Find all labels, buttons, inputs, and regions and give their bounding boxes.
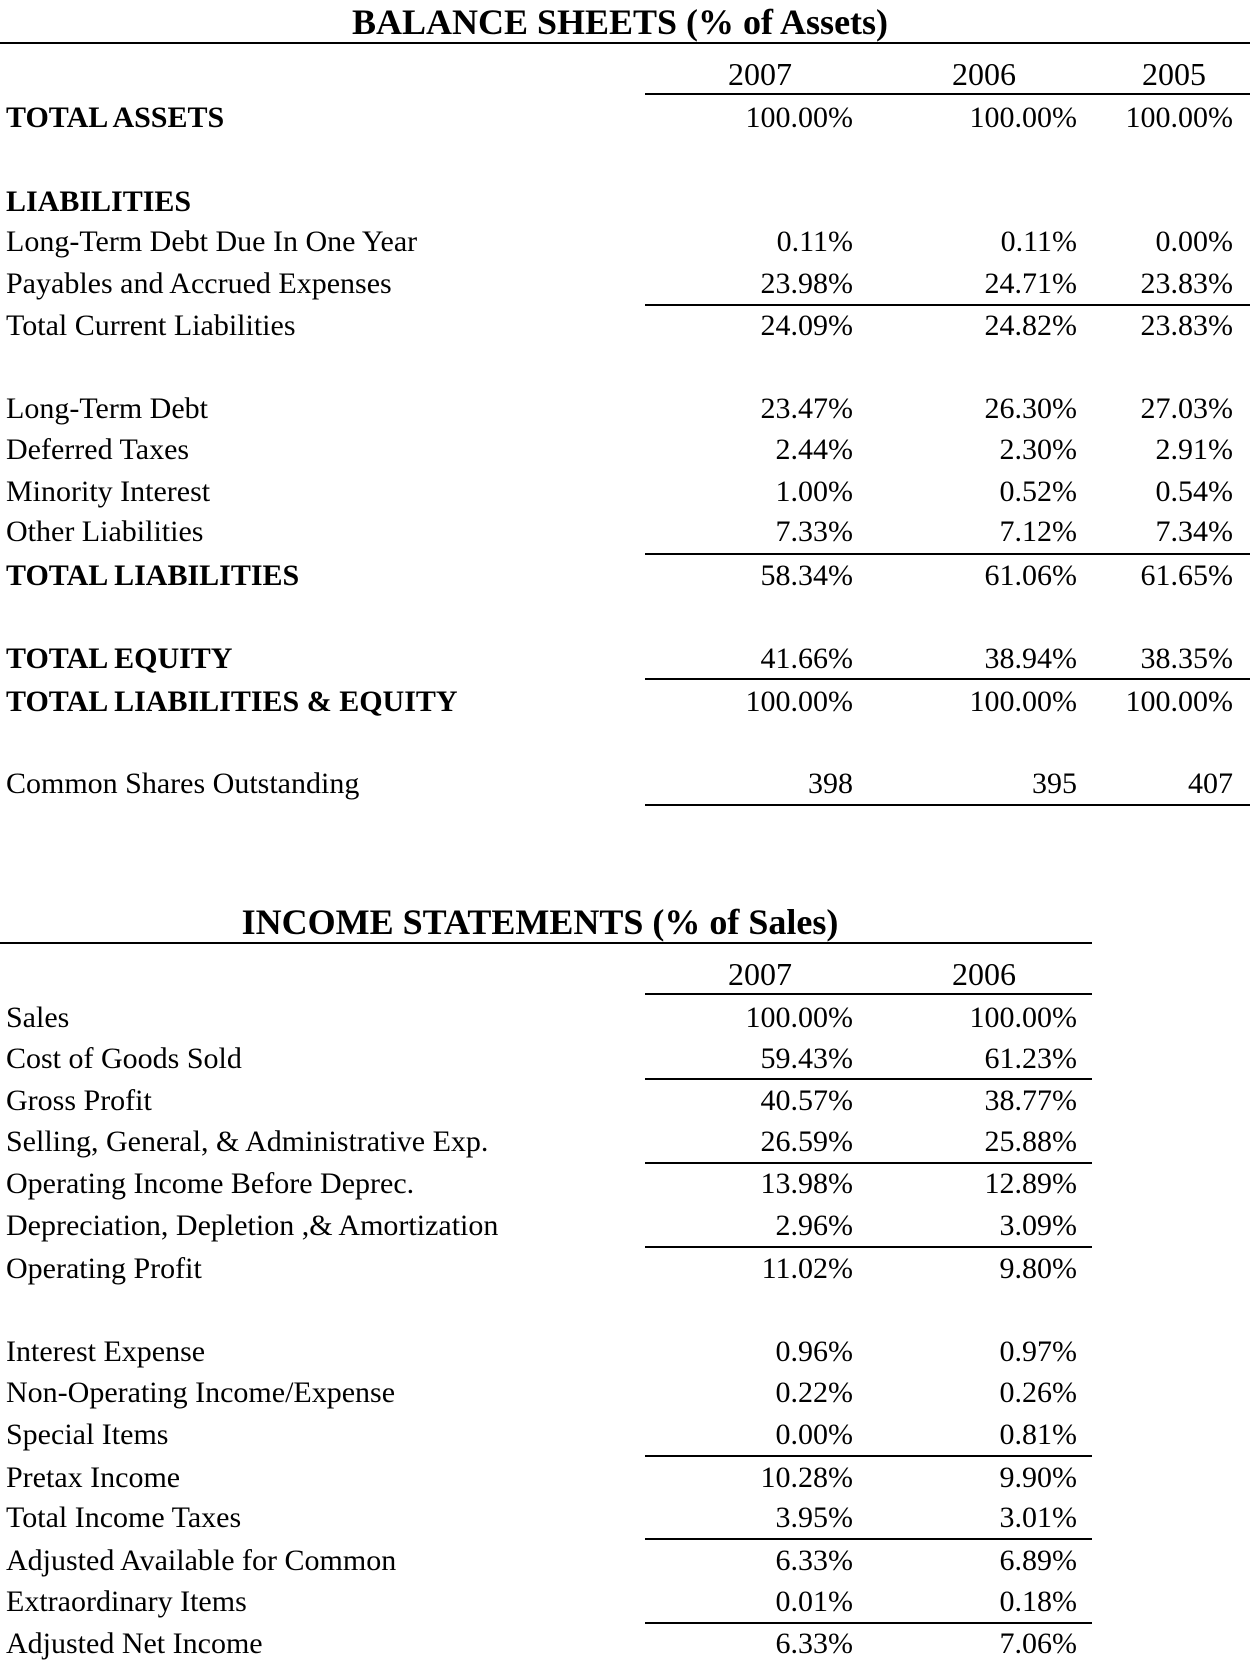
cell-2005: 7.34% xyxy=(1155,515,1233,548)
cell-2006: 100.00% xyxy=(969,1001,1077,1034)
cell-2006: 24.82% xyxy=(984,309,1077,342)
cell-2006: 9.90% xyxy=(999,1461,1077,1494)
cell-2006: 38.94% xyxy=(984,642,1077,675)
row-label: Extraordinary Items xyxy=(6,1585,247,1618)
cell-2005: 23.83% xyxy=(1140,267,1233,300)
row-label: TOTAL LIABILITIES xyxy=(6,559,300,592)
cell-2005: 100.00% xyxy=(1125,101,1233,134)
row-label: Special Items xyxy=(6,1418,169,1451)
cell-2007: 3.95% xyxy=(775,1501,853,1534)
row-label: TOTAL ASSETS xyxy=(6,101,225,134)
cell-2007: 398 xyxy=(808,767,853,800)
cell-2005: 23.83% xyxy=(1140,309,1233,342)
cell-2005: 38.35% xyxy=(1140,642,1233,675)
row-label: Adjusted Available for Common xyxy=(6,1544,397,1577)
cell-2007: 0.96% xyxy=(775,1335,853,1368)
is-rule-dda xyxy=(645,1246,1092,1248)
cell-2006: 3.01% xyxy=(999,1501,1077,1534)
cell-2007: 0.11% xyxy=(776,225,853,258)
cell-2006: 0.18% xyxy=(999,1585,1077,1618)
is-rule-special xyxy=(645,1455,1092,1457)
row-label: Long-Term Debt xyxy=(6,392,209,425)
row-label: Non-Operating Income/Expense xyxy=(6,1376,396,1409)
bs-rule-shares xyxy=(645,804,1250,806)
row-label: Total Current Liabilities xyxy=(6,309,296,342)
cell-2007: 100.00% xyxy=(745,685,853,718)
row-label: Operating Income Before Deprec. xyxy=(6,1167,415,1200)
row-label: Gross Profit xyxy=(6,1084,152,1117)
row-label: Payables and Accrued Expenses xyxy=(6,267,392,300)
cell-2007: 23.98% xyxy=(760,267,853,300)
is-header-rule xyxy=(645,993,1092,995)
row-label: LIABILITIES xyxy=(6,185,192,218)
row-label: Deferred Taxes xyxy=(6,433,190,466)
cell-2007: 26.59% xyxy=(760,1125,853,1158)
row-label: Other Liabilities xyxy=(6,515,204,548)
balance-sheet-title: BALANCE SHEETS (% of Assets) xyxy=(351,2,889,42)
cell-2007: 100.00% xyxy=(745,1001,853,1034)
cell-2005: 100.00% xyxy=(1125,685,1233,718)
cell-2005: 0.54% xyxy=(1155,475,1233,508)
bs-rule-equity xyxy=(645,678,1250,680)
cell-2007: 24.09% xyxy=(760,309,853,342)
cell-2007: 11.02% xyxy=(761,1252,853,1285)
bs-rule-total-liab xyxy=(645,553,1250,555)
cell-2005: 0.00% xyxy=(1155,225,1233,258)
cell-2005: 407 xyxy=(1188,767,1233,800)
cell-2006: 3.09% xyxy=(999,1209,1077,1242)
row-label: TOTAL LIABILITIES & EQUITY xyxy=(6,685,458,718)
row-label: Long-Term Debt Due In One Year xyxy=(6,225,418,258)
is-year-2006: 2006 xyxy=(952,956,1016,992)
cell-2006: 0.11% xyxy=(1000,225,1077,258)
bs-year-2006: 2006 xyxy=(952,56,1016,92)
cell-2005: 61.65% xyxy=(1140,559,1233,592)
cell-2005: 2.91% xyxy=(1155,433,1233,466)
cell-2006: 100.00% xyxy=(969,101,1077,134)
cell-2006: 0.81% xyxy=(999,1418,1077,1451)
cell-2006: 0.52% xyxy=(999,475,1077,508)
cell-2006: 26.30% xyxy=(984,392,1077,425)
cell-2006: 7.06% xyxy=(999,1627,1077,1660)
cell-2007: 59.43% xyxy=(760,1042,853,1075)
cell-2006: 38.77% xyxy=(984,1084,1077,1117)
cell-2006: 2.30% xyxy=(999,433,1077,466)
cell-2007: 0.00% xyxy=(775,1418,853,1451)
row-label: Pretax Income xyxy=(6,1461,181,1494)
cell-2007: 2.96% xyxy=(775,1209,853,1242)
is-rule-cogs xyxy=(645,1078,1092,1080)
cell-2006: 395 xyxy=(1032,767,1077,800)
income-statement-title: INCOME STATEMENTS (% of Sales) xyxy=(241,902,839,942)
cell-2006: 24.71% xyxy=(984,267,1077,300)
cell-2006: 100.00% xyxy=(969,685,1077,718)
bs-year-2005: 2005 xyxy=(1142,56,1206,92)
cell-2007: 10.28% xyxy=(760,1461,853,1494)
row-label: Operating Profit xyxy=(6,1252,202,1285)
cell-2007: 58.34% xyxy=(760,559,853,592)
bs-header-rule xyxy=(645,93,1250,95)
cell-2007: 6.33% xyxy=(775,1544,853,1577)
cell-2007: 1.00% xyxy=(775,475,853,508)
cell-2006: 12.89% xyxy=(984,1167,1077,1200)
cell-2006: 61.06% xyxy=(984,559,1077,592)
row-label: TOTAL EQUITY xyxy=(6,642,233,675)
cell-2006: 6.89% xyxy=(999,1544,1077,1577)
cell-2006: 7.12% xyxy=(999,515,1077,548)
row-label: Selling, General, & Administrative Exp. xyxy=(6,1125,489,1158)
cell-2007: 2.44% xyxy=(775,433,853,466)
is-year-2007: 2007 xyxy=(728,956,792,992)
cell-2007: 40.57% xyxy=(760,1084,853,1117)
cell-2007: 7.33% xyxy=(775,515,853,548)
cell-2005: 27.03% xyxy=(1140,392,1233,425)
cell-2007: 100.00% xyxy=(745,101,853,134)
cell-2006: 9.80% xyxy=(999,1252,1077,1285)
row-label: Interest Expense xyxy=(6,1335,206,1368)
cell-2007: 13.98% xyxy=(760,1167,853,1200)
cell-2007: 0.01% xyxy=(775,1585,853,1618)
row-label: Depreciation, Depletion ,& Amortization xyxy=(6,1209,499,1242)
cell-2006: 61.23% xyxy=(984,1042,1077,1075)
row-label: Cost of Goods Sold xyxy=(6,1042,242,1075)
cell-2007: 6.33% xyxy=(775,1627,853,1660)
income-statement-title-rule xyxy=(0,942,1092,944)
cell-2007: 0.22% xyxy=(775,1376,853,1409)
row-label: Common Shares Outstanding xyxy=(6,767,360,800)
cell-2006: 25.88% xyxy=(984,1125,1077,1158)
row-label: Minority Interest xyxy=(6,475,211,508)
cell-2007: 41.66% xyxy=(760,642,853,675)
row-label: Adjusted Net Income xyxy=(6,1627,263,1660)
row-label: Sales xyxy=(6,1001,70,1034)
cell-2007: 23.47% xyxy=(760,392,853,425)
balance-sheet-title-rule xyxy=(0,42,1250,44)
cell-2006: 0.97% xyxy=(999,1335,1077,1368)
is-rule-taxes xyxy=(645,1538,1092,1540)
bs-year-2007: 2007 xyxy=(728,56,792,92)
row-label: Total Income Taxes xyxy=(6,1501,242,1534)
cell-2006: 0.26% xyxy=(999,1376,1077,1409)
